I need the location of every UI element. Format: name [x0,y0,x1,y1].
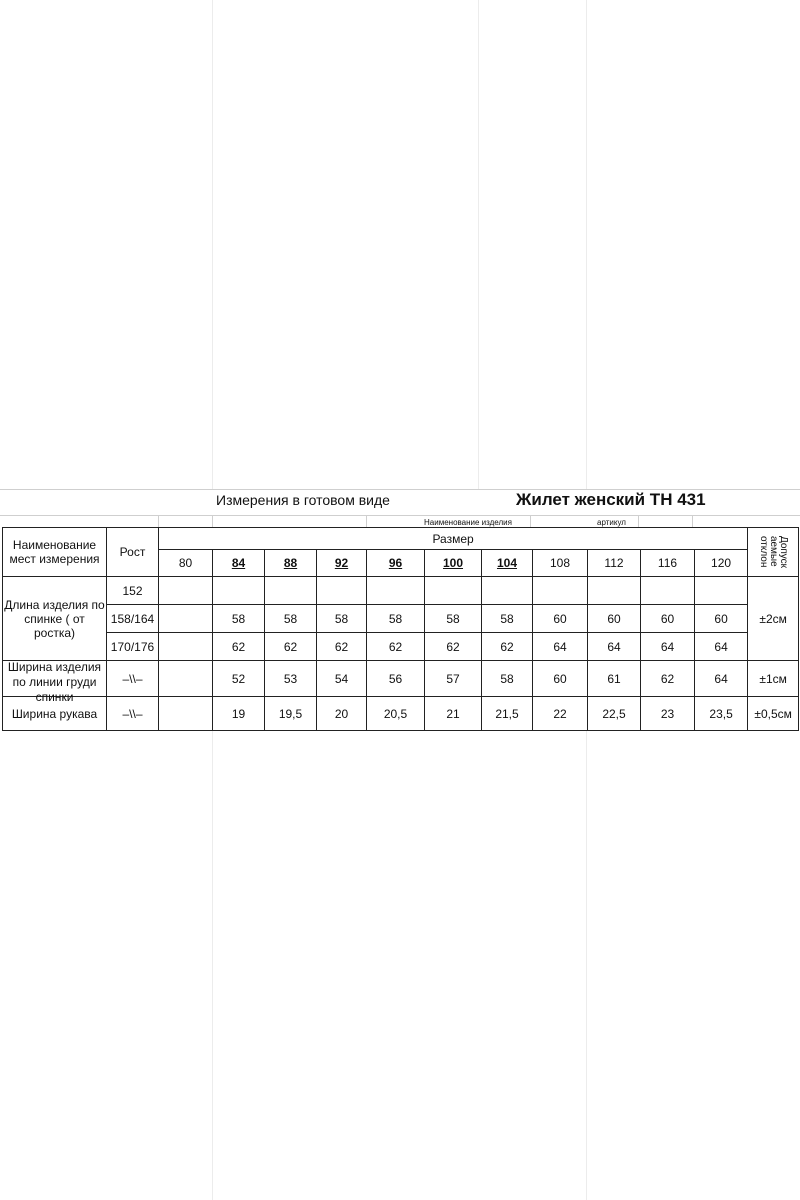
size-chart-table [2,527,799,731]
value-cell [159,633,213,661]
value-cell: 58 [425,605,482,633]
size-112: 112 [588,550,641,577]
value-cell: 58 [482,605,533,633]
value-cell: 62 [425,633,482,661]
value-cell: 19 [213,697,265,731]
grid-line [478,0,479,489]
value-cell: 60 [641,605,695,633]
value-cell [317,577,367,605]
value-cell [695,577,748,605]
value-cell: 21,5 [482,697,533,731]
table-row [3,605,799,633]
product-title: Жилет женский ТН 431 [516,490,706,509]
value-cell: 22 [533,697,588,731]
size-120: 120 [695,550,748,577]
value-cell: 60 [533,661,588,697]
tolerance-header [748,528,799,577]
value-cell: 64 [588,633,641,661]
label-row-top-border [0,515,800,516]
size-92: 92 [317,550,367,577]
value-cell: 62 [265,633,317,661]
value-cell: 57 [425,661,482,697]
label-divider [212,515,213,527]
grid-line [212,731,213,1200]
value-cell: 64 [533,633,588,661]
value-cell: 62 [213,633,265,661]
table-row [3,661,799,697]
chest-width-tolerance: ±1см [748,661,799,697]
chest-width-height: –\\– [107,661,159,697]
value-cell [588,577,641,605]
value-cell: 58 [265,605,317,633]
value-cell [213,577,265,605]
back-length-height: 170/176 [107,633,159,661]
value-cell: 64 [695,633,748,661]
value-cell: 64 [641,633,695,661]
value-cell: 60 [588,605,641,633]
value-cell [159,605,213,633]
table-row [3,697,799,731]
grid-line [212,0,213,489]
value-cell: 58 [317,605,367,633]
value-cell [367,577,425,605]
value-cell [641,577,695,605]
label-divider [638,515,639,527]
label-divider [366,515,367,527]
value-cell: 23 [641,697,695,731]
value-cell: 20,5 [367,697,425,731]
value-cell [159,577,213,605]
document-title: Измерения в готовом виде [216,492,390,508]
size-104: 104 [482,550,533,577]
value-cell: 58 [213,605,265,633]
value-cell: 21 [425,697,482,731]
size-96: 96 [367,550,425,577]
back-length-tolerance: ±2см [748,577,799,661]
value-cell [159,697,213,731]
value-cell: 52 [213,661,265,697]
value-cell [265,577,317,605]
size-100: 100 [425,550,482,577]
value-cell [482,577,533,605]
label-divider [158,515,159,527]
value-cell: 58 [482,661,533,697]
height-header: Рост [107,528,159,577]
sleeve-width-name: Ширина рукава [3,697,107,731]
value-cell: 62 [641,661,695,697]
table-row [3,633,799,661]
header-row [3,528,799,550]
value-cell: 62 [317,633,367,661]
value-cell: 60 [695,605,748,633]
label-divider [692,515,693,527]
measurement-name-header: Наименование мест измерения [3,528,107,577]
table-row [3,577,799,605]
value-cell: 22,5 [588,697,641,731]
size-header: Размер [159,528,748,550]
value-cell: 61 [588,661,641,697]
chest-width-name: Ширина изделия по линии груди спинки [3,661,107,697]
value-cell: 64 [695,661,748,697]
grid-line [586,731,587,1200]
article-label: артикул [597,518,626,527]
size-88: 88 [265,550,317,577]
product-name-label: Наименование изделия [424,518,512,527]
value-cell: 56 [367,661,425,697]
value-cell: 60 [533,605,588,633]
grid-line [586,0,587,489]
value-cell [159,661,213,697]
value-cell: 62 [482,633,533,661]
size-80: 80 [159,550,213,577]
value-cell: 53 [265,661,317,697]
sleeve-width-tolerance: ±0,5см [748,697,799,731]
value-cell: 62 [367,633,425,661]
label-divider [530,515,531,527]
value-cell [533,577,588,605]
value-cell: 20 [317,697,367,731]
value-cell: 23,5 [695,697,748,731]
value-cell: 19,5 [265,697,317,731]
tolerance-header-text: Допуск аемые отклон [758,535,790,569]
back-length-name: Длина изделия по спинке ( от ростка) [3,577,107,661]
value-cell: 54 [317,661,367,697]
back-length-height: 158/164 [107,605,159,633]
sleeve-width-height: –\\– [107,697,159,731]
value-cell [425,577,482,605]
size-116: 116 [641,550,695,577]
size-108: 108 [533,550,588,577]
value-cell: 58 [367,605,425,633]
size-84: 84 [213,550,265,577]
back-length-height: 152 [107,577,159,605]
